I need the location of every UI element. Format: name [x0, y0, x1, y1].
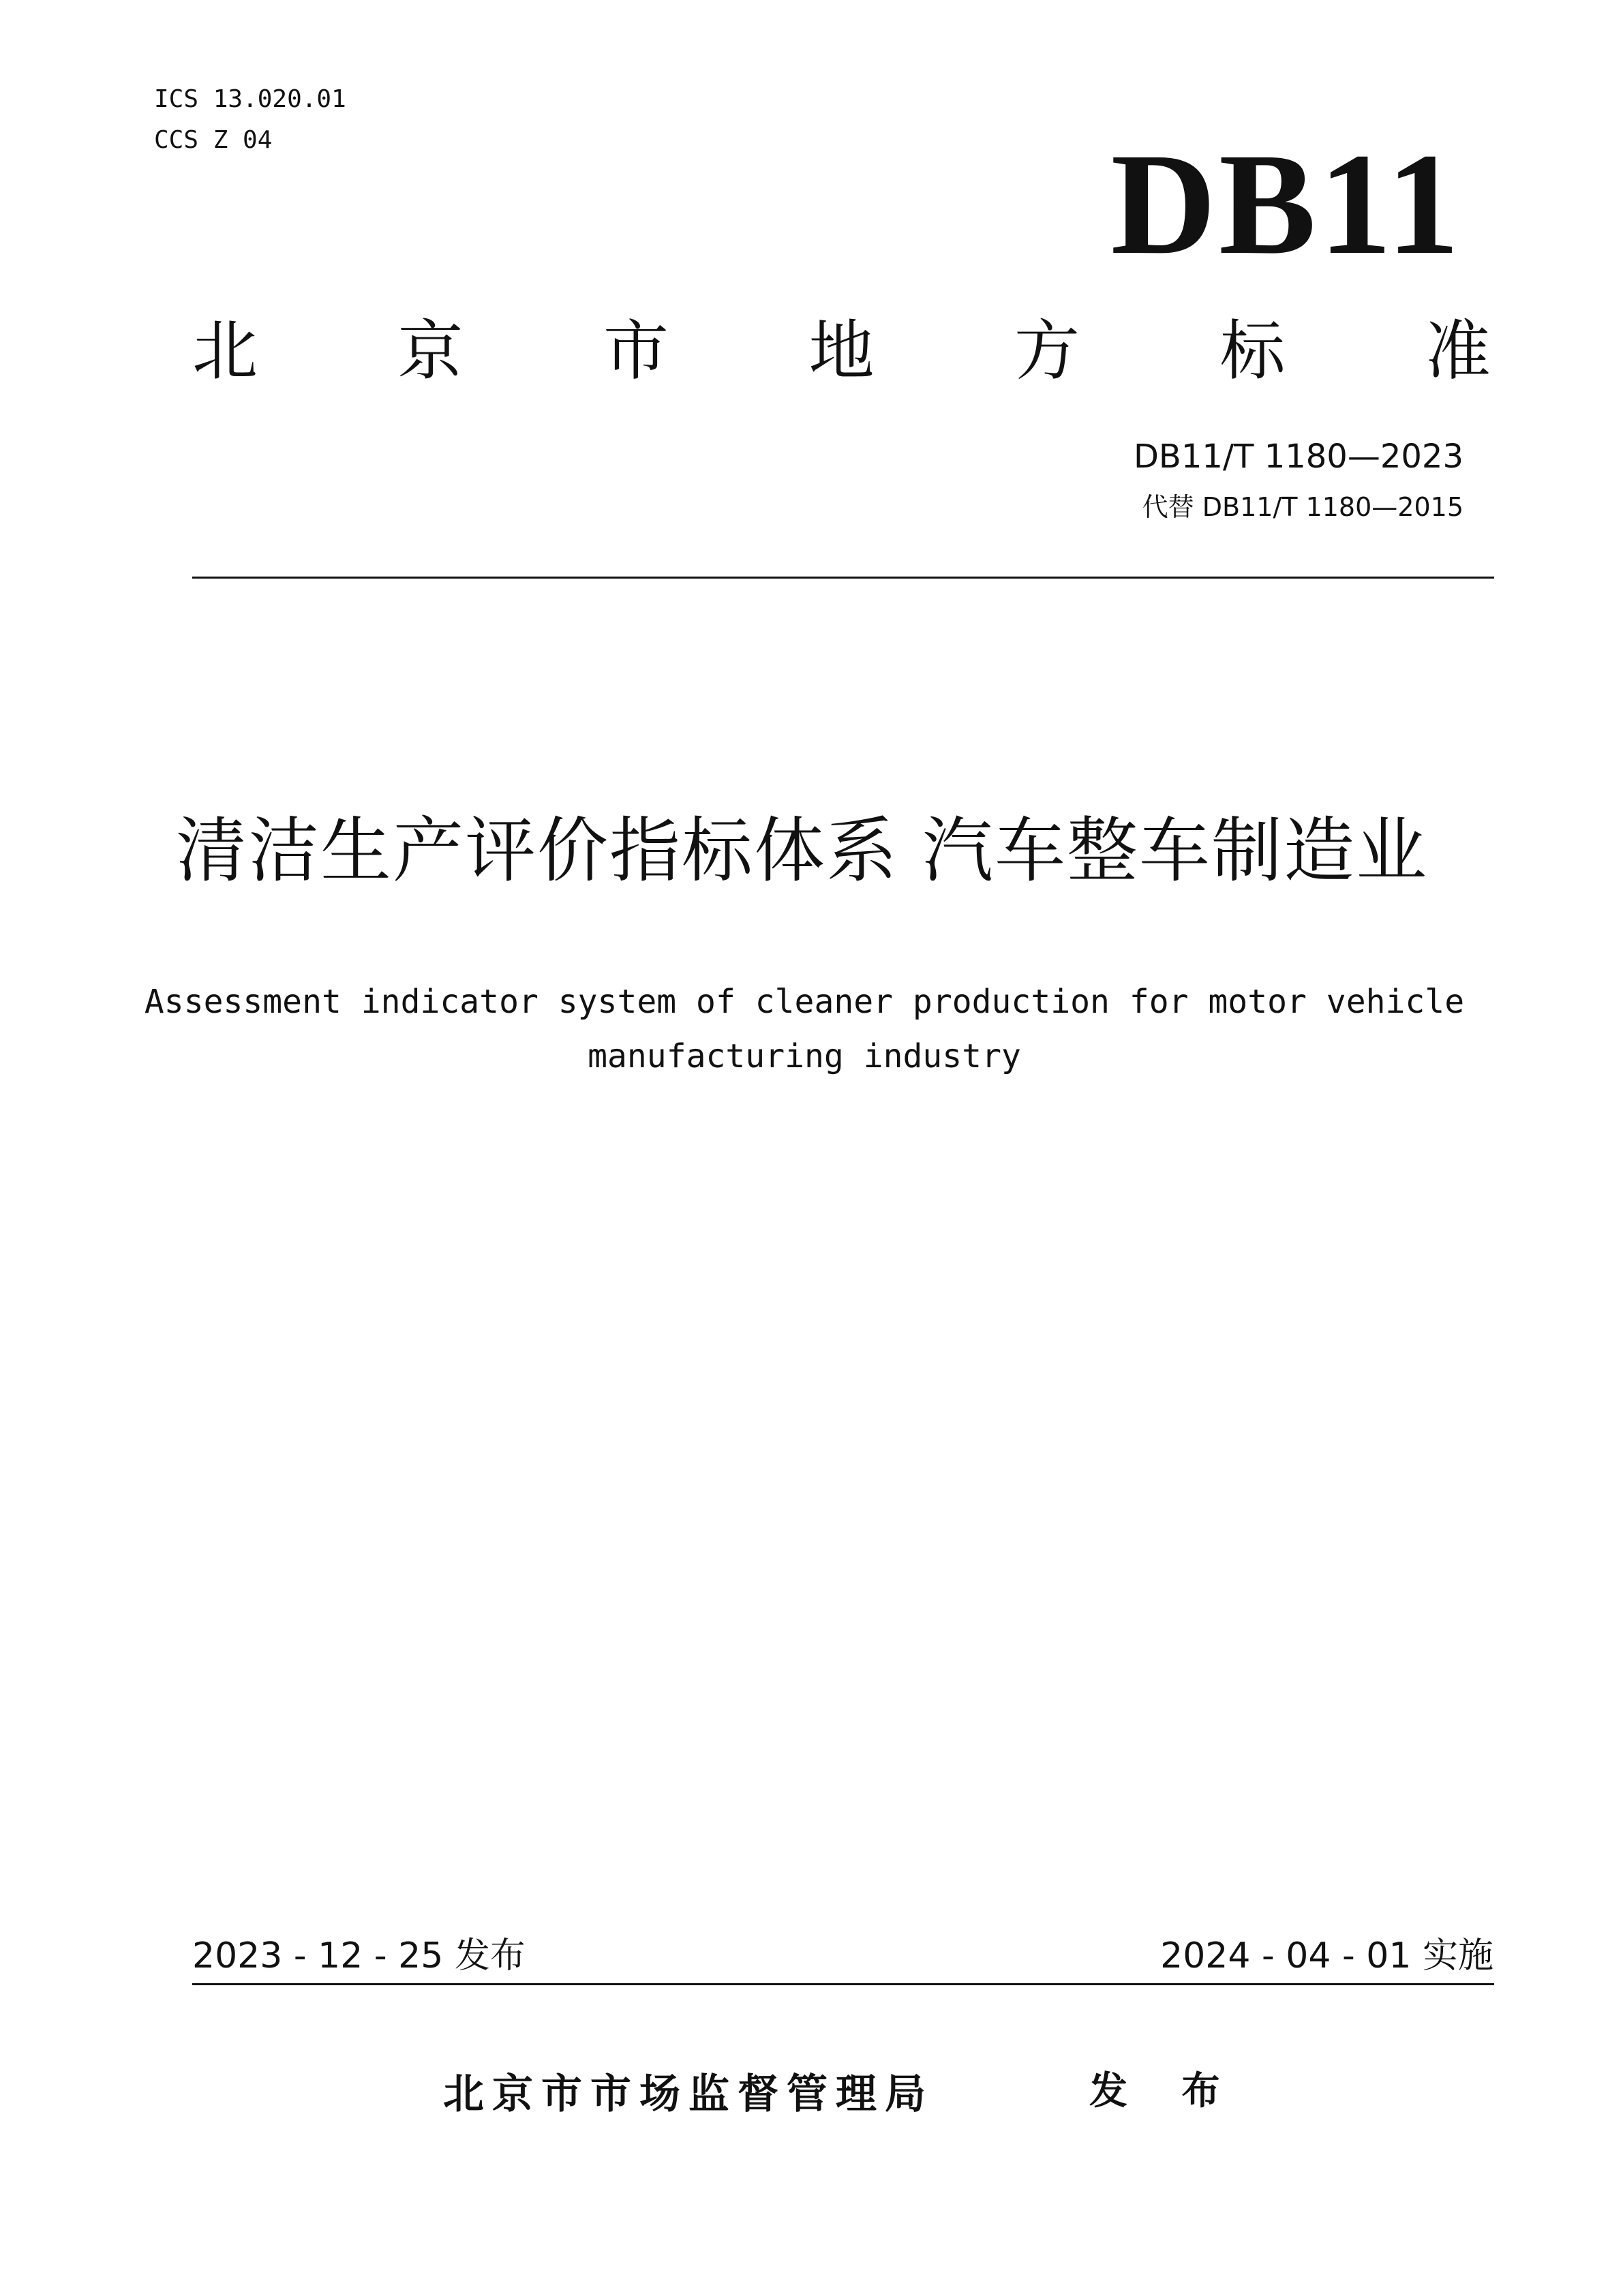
- standard-type-char: 准: [1425, 313, 1491, 389]
- standard-type-char: 标: [1219, 313, 1286, 389]
- title-chinese: 清洁生产评价指标体系 汽车整车制造业: [176, 809, 1429, 892]
- publish-date: 2023 - 12 - 25 发布: [192, 1935, 526, 1976]
- standard-code-logo: DB11: [1110, 123, 1462, 285]
- bottom-divider: [192, 1983, 1494, 1985]
- ics-code: ICS 13.020.01: [154, 85, 346, 113]
- implement-date: 2024 - 04 - 01 实施: [1160, 1935, 1493, 1976]
- title-english: [123, 975, 1486, 1084]
- issuing-authority: 北京市市场监督管理局: [443, 2070, 934, 2118]
- standard-type-char: 市: [603, 313, 669, 389]
- standard-number: DB11/T 1180—2023: [1133, 438, 1463, 476]
- replaces-standard: 代替 DB11/T 1180—2015: [1142, 492, 1463, 522]
- title-english-line2: manufacturing industry: [588, 1037, 1021, 1075]
- issue-label: 发 布: [1089, 2069, 1241, 2113]
- standard-type-char: 京: [397, 313, 464, 389]
- ccs-code: CCS Z 04: [154, 126, 273, 154]
- title-english-line1: Assessment indicator system of cleaner production for motor vehicle: [144, 983, 1465, 1021]
- standard-type-char: 方: [1014, 313, 1080, 389]
- top-divider: [192, 577, 1494, 579]
- standard-type: [192, 313, 1491, 388]
- standard-type-char: 北: [192, 313, 258, 389]
- standard-type-char: 地: [808, 313, 875, 389]
